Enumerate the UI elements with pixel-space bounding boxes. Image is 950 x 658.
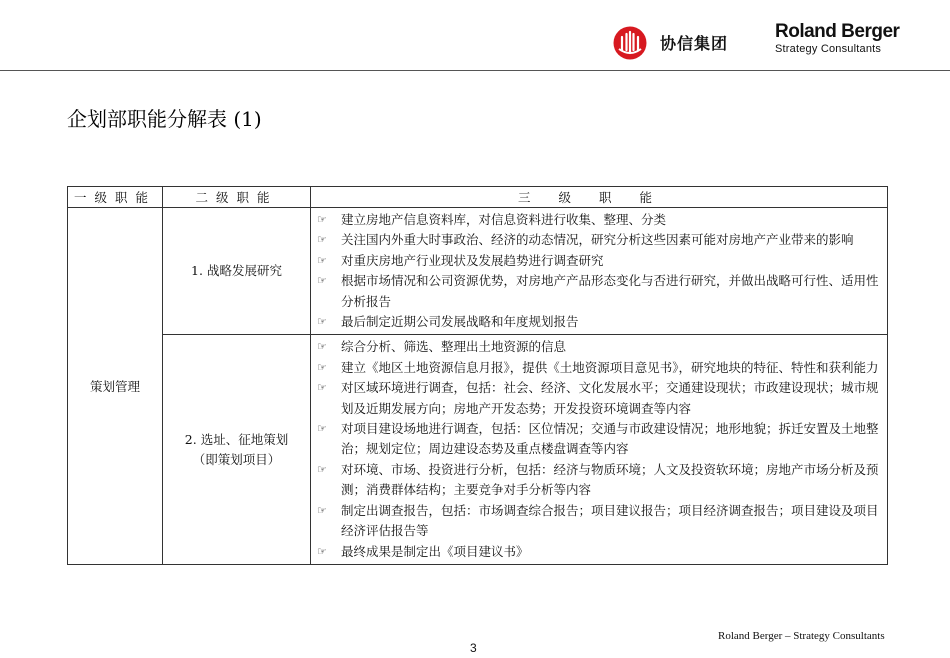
page-title: 企划部职能分解表 (1) — [67, 107, 262, 131]
list-item: ☞ 制定出调查报告，包括：市场调查综合报告；项目建议报告；项目经济调查报告；项目建设及项目经济评估报告等 — [317, 502, 879, 539]
pointing-hand-icon: ☞ — [317, 213, 327, 226]
footer-text: Roland Berger – Strategy Consultants — [718, 630, 885, 642]
pointing-hand-icon: ☞ — [317, 274, 327, 288]
table-header-row — [68, 187, 888, 208]
pointing-hand-icon: ☞ — [317, 233, 327, 247]
list-item: ☞ 建立房地产信息资料库，对信息资料进行收集、整理、分类 — [317, 210, 883, 230]
header-level1: 一级职能 — [68, 187, 163, 208]
level2-label: 2. 选址、征地策划 — [184, 431, 289, 447]
header-divider — [0, 70, 950, 71]
consultant-subtitle: Strategy Consultants — [775, 43, 882, 55]
list-item: ☞ 最后制定近期公司发展战略和年度规划报告 — [317, 312, 883, 332]
pointing-hand-icon: ☞ — [317, 422, 327, 436]
level3-list — [317, 337, 883, 561]
level3-cell — [311, 335, 888, 564]
level2-cell — [163, 335, 311, 564]
pointing-hand-icon: ☞ — [317, 253, 327, 267]
table-row — [68, 208, 888, 335]
xiexin-logo-icon — [612, 26, 648, 60]
pointing-hand-icon: ☞ — [317, 340, 327, 354]
list-item: ☞ 最终成果是制定出《项目建议书》 — [317, 542, 883, 562]
header-level3: 三级职能 — [311, 187, 888, 208]
level2-cell — [163, 208, 311, 335]
level3-list — [317, 210, 883, 332]
level1-cell: 策划管理 — [68, 208, 163, 565]
list-item: ☞ 对区域环境进行调查，包括：社会、经济、文化发展水平；交通建设现状；市政建设现状；城市规划及近期发展方向；房地产开发态势；开发投资环境调查等内容 — [317, 380, 879, 416]
consultant-logo — [775, 22, 899, 55]
pointing-hand-icon: ☞ — [317, 503, 327, 517]
list-item: ☞ 根据市场情况和公司资源优势，对房地产产品形态变化与否进行研究，并做出战略可行性、适用性分析报告 — [317, 273, 879, 309]
pointing-hand-icon: ☞ — [317, 544, 327, 558]
level3-cell — [311, 208, 888, 335]
list-item: ☞ 综合分析、筛选、整理出土地资源的信息 — [317, 337, 883, 357]
pointing-hand-icon: ☞ — [317, 315, 327, 329]
header-level2: 二级职能 — [163, 187, 311, 208]
list-item: ☞ 关注国内外重大时事政治、经济的动态情况，研究分析这些因素可能对房地产产业带来的影响 — [317, 230, 883, 250]
pointing-hand-icon: ☞ — [317, 381, 327, 395]
page-number: 3 — [470, 641, 477, 655]
pointing-hand-icon: ☞ — [317, 360, 327, 374]
list-item: ☞ 对重庆房地产行业现状及发展趋势进行调查研究 — [317, 251, 883, 271]
consultant-name: Roland Berger — [775, 21, 900, 42]
table-row — [68, 335, 888, 564]
level2-sublabel: （即策划项目） — [192, 451, 281, 467]
list-item: ☞ 建立《地区土地资源信息月报》，提供《土地资源项目意见书》，研究地块的特征、特性和获利能力 — [317, 358, 883, 378]
function-table — [67, 186, 888, 565]
list-item: ☞ 对项目建设场地进行调查，包括：区位情况；交通与市政建设情况；地形地貌；拆迁安置及土地整治；规划定位；周边建设态势及重点楼盘调查等内容 — [317, 421, 879, 457]
pointing-hand-icon: ☞ — [317, 462, 327, 476]
level2-label: 1. 战略发展研究 — [191, 263, 282, 279]
list-item: ☞ 对环境、市场、投资进行分析，包括：经济与物质环境；人文及投资软环境；房地产市场分析及预测；消费群体结构；主要竞争对手分析等内容 — [317, 461, 879, 498]
company-logo-text: 协信集团 — [660, 34, 729, 53]
